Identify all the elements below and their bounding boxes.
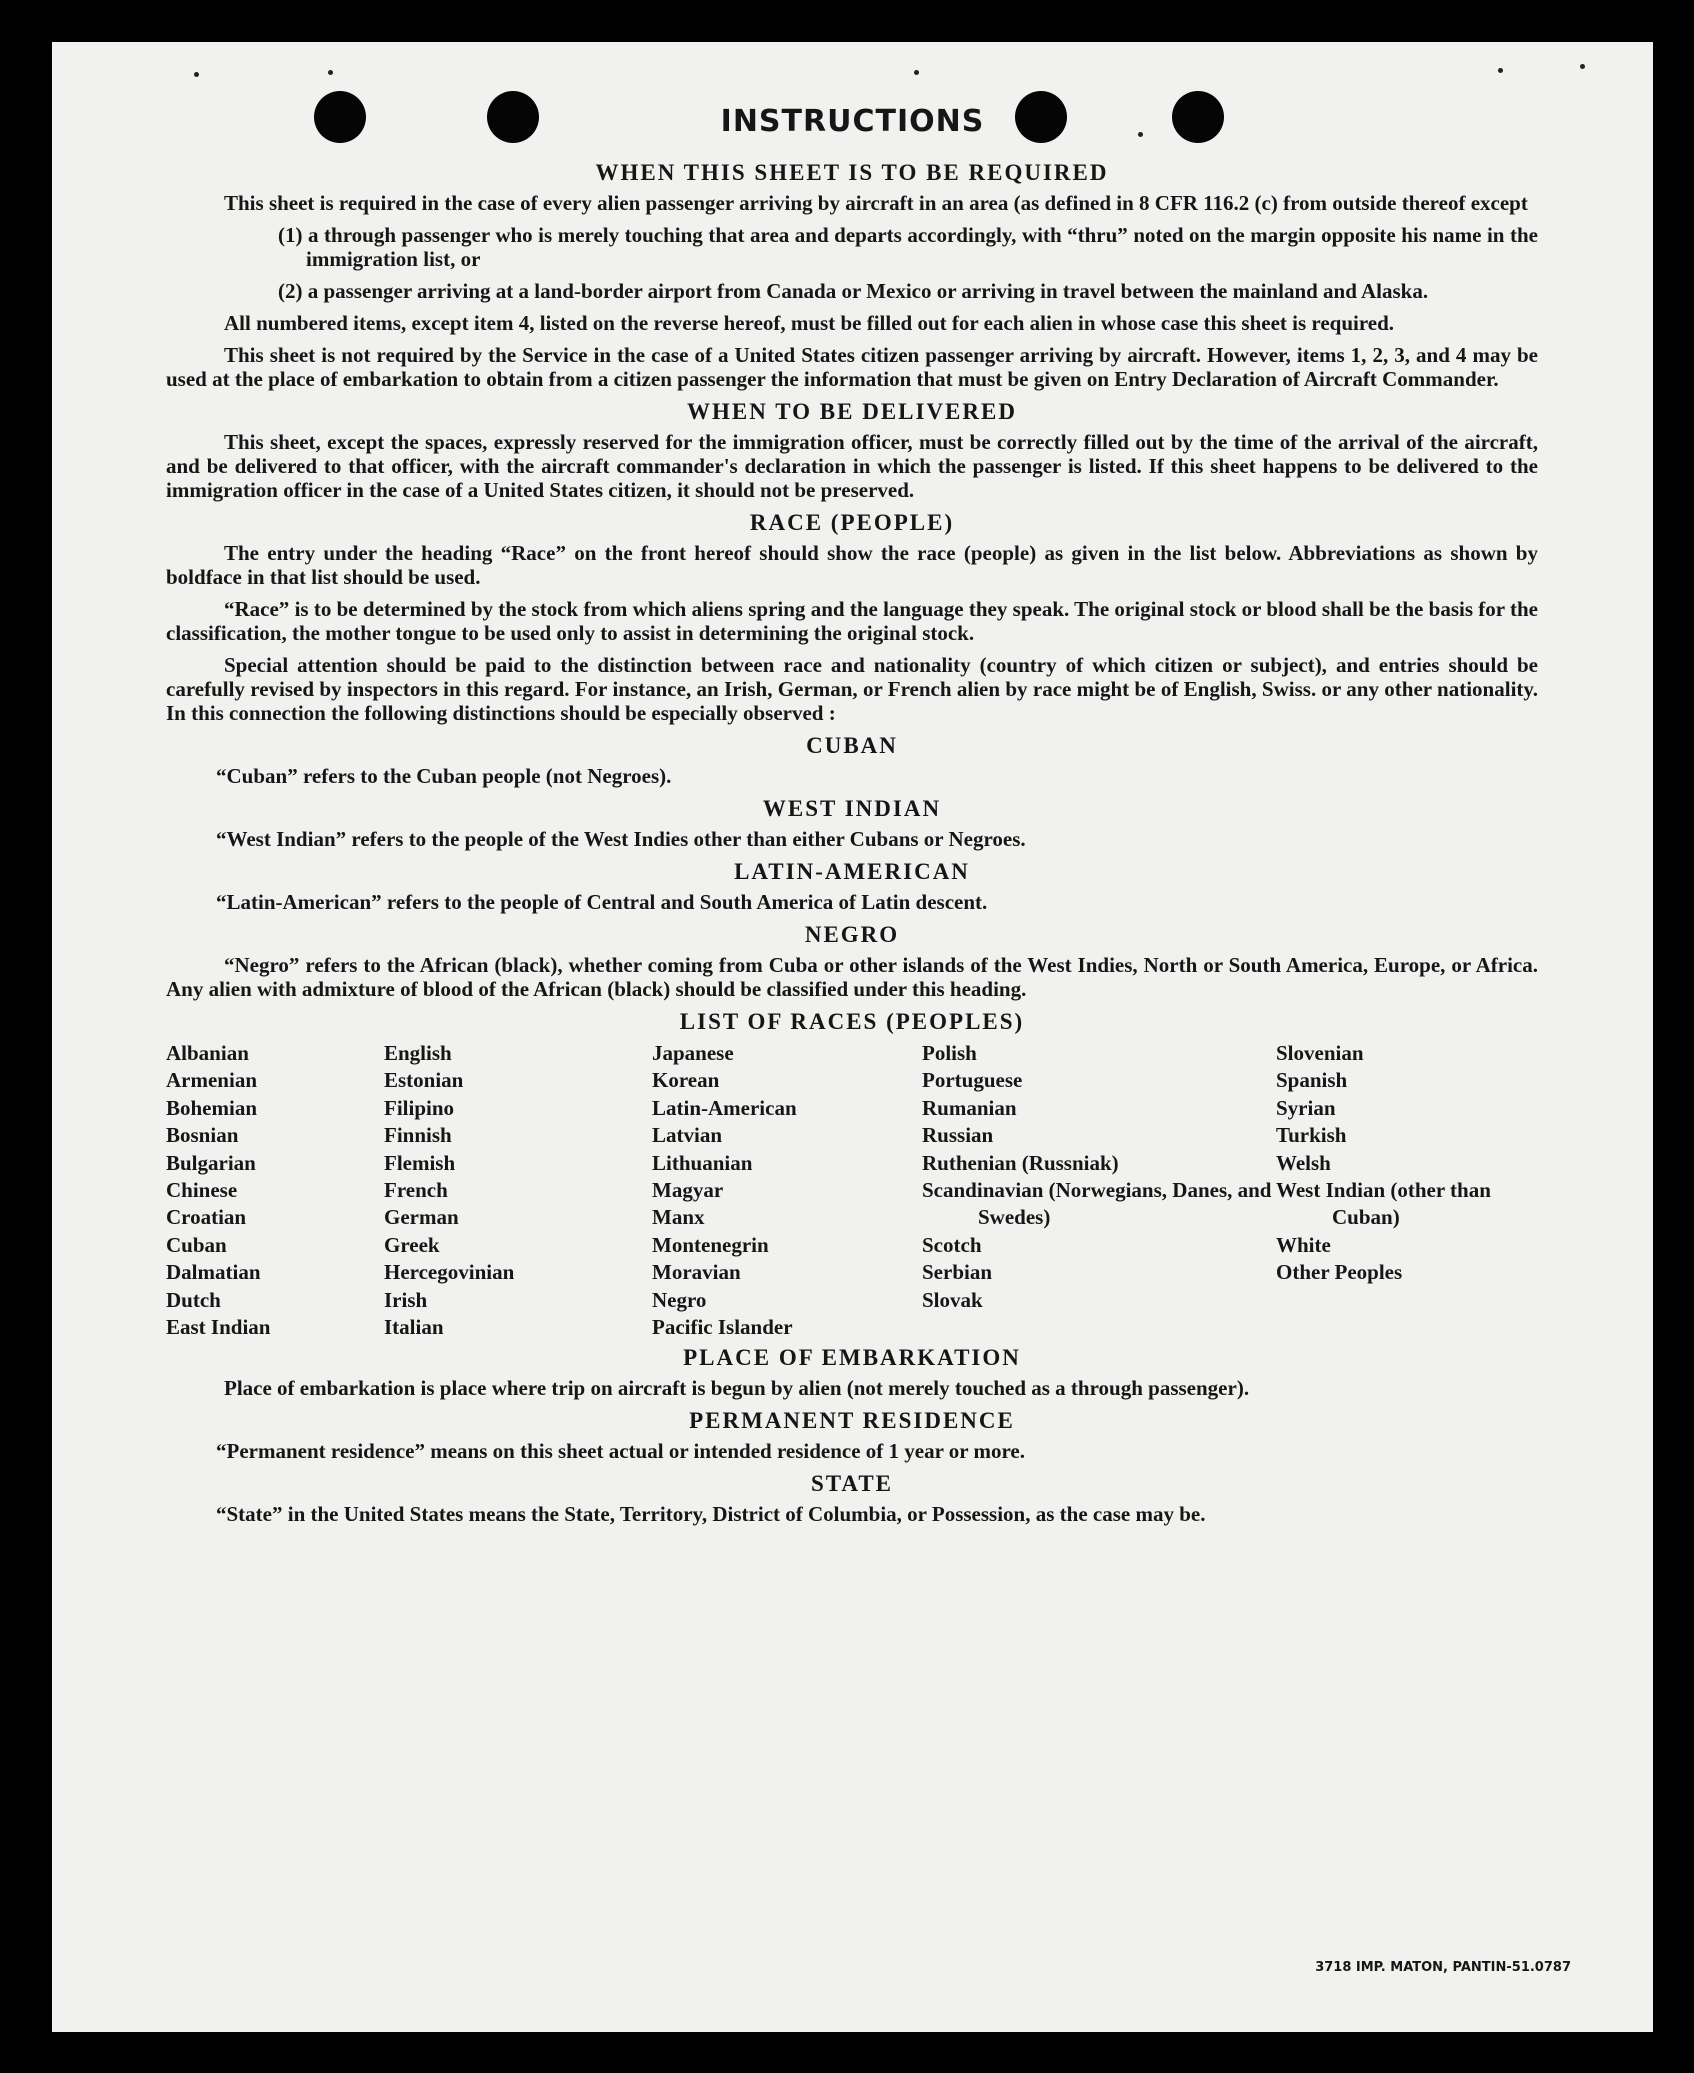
- race-item: Japanese: [652, 1041, 734, 1065]
- race-item: Italian: [384, 1315, 444, 1340]
- heading-embarkation: PLACE OF EMBARKATION: [683, 1345, 1021, 1371]
- race-item: Filipino: [384, 1095, 455, 1120]
- para-permanent-residence: “Permanent residence” means on this sheet actual or intended residence of 1 year or more.: [216, 1439, 1025, 1464]
- para-citizen: This sheet is not required by the Service in the case of a United States citizen passenger arriving by aircraft. However, items 1, 2, 3, and 4 may be used at the place of embarkation to obtain from a citizen passenger the information that must be given on Entry Declaration of Aircraft Commander.: [166, 343, 1538, 391]
- para-west-indian: “West Indian” refers to the people of the West Indies other than either Cubans or Negroes.: [216, 827, 1026, 851]
- race-item: Finnish: [384, 1123, 452, 1148]
- race-item: Estonian: [384, 1068, 464, 1093]
- document-page: [52, 42, 1653, 2032]
- race-item: Latin-American: [652, 1095, 797, 1120]
- dust-speck: [1580, 64, 1585, 69]
- dust-speck: [1498, 68, 1503, 73]
- race-item: English: [384, 1041, 452, 1065]
- heading-list-of-races: LIST OF RACES (PEOPLES): [679, 1009, 1025, 1034]
- race-item: Irish: [384, 1287, 428, 1312]
- heading-negro: NEGRO: [804, 922, 900, 947]
- race-item: Spanish: [1276, 1068, 1348, 1093]
- heading-latin-american: LATIN-AMERICAN: [734, 859, 970, 884]
- race-item: Latvian: [652, 1123, 723, 1148]
- race-item: East Indian: [166, 1315, 271, 1340]
- race-item: German: [384, 1205, 459, 1230]
- para-negro: “Negro” refers to the African (black), whether coming from Cuba or other islands of the West Indies, North or South America, Europe, or Africa. Any alien with admixture of blood of the African (black) should be classified under this heading.: [166, 953, 1538, 1001]
- para-required-intro: This sheet is required in the case of every alien passenger arriving by aircraft in an area (as defined in 8 CFR 116.2 (c) from outside thereof except: [224, 191, 1528, 215]
- instructions-body: [166, 156, 1538, 1534]
- heading-race: RACE (PEOPLE): [749, 510, 955, 535]
- heading-when-required: WHEN THIS SHEET IS TO BE REQUIRED: [595, 160, 1109, 185]
- races-list: [166, 1040, 1538, 1341]
- race-item: Dalmatian: [166, 1260, 261, 1285]
- para-race-nationality: Special attention should be paid to the distinction between race and nationality (country of which citizen or subject), and entries should be carefully revised by inspectors in this regard. For instance, an Irish, German, or French alien by race might be of English, Swiss. or any other nationality. In this connection the following distinctions should be especially observed :: [166, 653, 1538, 725]
- race-item: Scandinavian (Norwegians, Danes, and Swedes): [922, 1178, 1272, 1230]
- race-item: Croatian: [166, 1205, 247, 1230]
- para-cuban: “Cuban” refers to the Cuban people (not Negroes).: [216, 764, 672, 788]
- races-column: [922, 1040, 1276, 1341]
- race-item: Turkish: [1276, 1123, 1347, 1148]
- race-item: Scotch: [922, 1232, 982, 1257]
- race-item: Greek: [384, 1232, 440, 1257]
- race-item: Chinese: [166, 1178, 238, 1203]
- race-item: Portuguese: [922, 1068, 1023, 1093]
- race-item: Manx: [652, 1205, 705, 1230]
- race-item: Welsh: [1276, 1150, 1331, 1175]
- race-item: Korean: [652, 1068, 720, 1093]
- race-item: Armenian: [166, 1068, 257, 1093]
- race-item: French: [384, 1178, 448, 1203]
- para-numbered-items: All numbered items, except item 4, listed on the reverse hereof, must be filled out for each alien in whose case this sheet is required.: [224, 311, 1395, 335]
- race-item: Polish: [922, 1041, 977, 1065]
- heading-when-delivered: WHEN TO BE DELIVERED: [687, 399, 1017, 424]
- race-item: Montenegrin: [652, 1232, 769, 1257]
- dust-speck: [194, 72, 199, 77]
- para-latin-american: “Latin-American” refers to the people of Central and South America of Latin descent.: [216, 890, 988, 914]
- race-item: Bohemian: [166, 1095, 258, 1120]
- para-delivery: This sheet, except the spaces, expressly reserved for the immigration officer, must be correctly filled out by the time of the arrival of the aircraft, and be delivered to that officer, with the aircraft commander's declaration in which the passenger is listed. If this sheet happens to be delivered to the immigration officer in the case of a United States citizen, it should not be preserved.: [166, 430, 1538, 502]
- race-item: Syrian: [1276, 1095, 1336, 1120]
- dust-speck: [914, 70, 919, 75]
- para-state: “State” in the United States means the State, Territory, District of Columbia, or Possession, as the case may be.: [216, 1502, 1206, 1527]
- race-item: Negro: [652, 1287, 707, 1312]
- race-item: Russian: [922, 1123, 994, 1148]
- race-item: White: [1276, 1232, 1331, 1257]
- dust-speck: [328, 70, 333, 75]
- race-item: Slovak: [922, 1287, 983, 1312]
- race-item: Albanian: [166, 1041, 249, 1065]
- heading-cuban: CUBAN: [806, 733, 898, 758]
- race-item: West Indian (other than Cuban): [1276, 1178, 1491, 1230]
- race-item: Pacific Islander: [652, 1315, 793, 1340]
- race-item: Hercegovinian: [384, 1260, 515, 1285]
- race-item: Bulgarian: [166, 1150, 256, 1175]
- heading-west-indian: WEST INDIAN: [762, 796, 942, 821]
- heading-state: STATE: [810, 1471, 893, 1497]
- page-title: INSTRUCTIONS: [720, 104, 985, 139]
- heading-permanent-residence: PERMANENT RESIDENCE: [689, 1408, 1015, 1434]
- race-item: Rumanian: [922, 1095, 1017, 1120]
- race-item: Magyar: [652, 1178, 724, 1203]
- race-item: Dutch: [166, 1287, 221, 1312]
- races-column: [652, 1040, 922, 1341]
- races-column: [1276, 1040, 1538, 1341]
- para-exception-2: (2) a passenger arriving at a land-border airport from Canada or Mexico or arriving in travel between the mainland and Alaska.: [278, 279, 1429, 303]
- para-exception-1: (1) a through passenger who is merely touching that area and departs accordingly, with “thru” noted on the margin opposite his name in the immigration list, or: [278, 223, 1538, 271]
- race-item: Slovenian: [1276, 1041, 1364, 1065]
- races-column: [384, 1040, 652, 1341]
- race-item: Moravian: [652, 1260, 741, 1285]
- race-item: Cuban: [166, 1232, 227, 1257]
- race-item: Bosnian: [166, 1123, 239, 1148]
- race-item: Flemish: [384, 1150, 456, 1175]
- race-item: Lithuanian: [652, 1150, 753, 1175]
- race-item: Ruthenian (Russniak): [922, 1150, 1119, 1175]
- para-race-entry: The entry under the heading “Race” on the front hereof should show the race (people) as given in the list below. Abbreviations as shown by boldface in that list should be used.: [166, 541, 1538, 589]
- printer-imprint: 3718 IMP. MATON, PANTIN-51.0787: [1315, 1960, 1571, 1975]
- races-column: [166, 1040, 384, 1341]
- para-embarkation: Place of embarkation is place where trip on aircraft is begun by alien (not merely touched as a through passenger).: [224, 1376, 1250, 1401]
- race-item: Other Peoples: [1276, 1260, 1403, 1285]
- para-race-stock: “Race” is to be determined by the stock from which aliens spring and the language they speak. The original stock or blood shall be the basis for the classification, the mother tongue to be used only to assist in determining the original stock.: [166, 597, 1538, 645]
- race-item: Serbian: [922, 1260, 993, 1285]
